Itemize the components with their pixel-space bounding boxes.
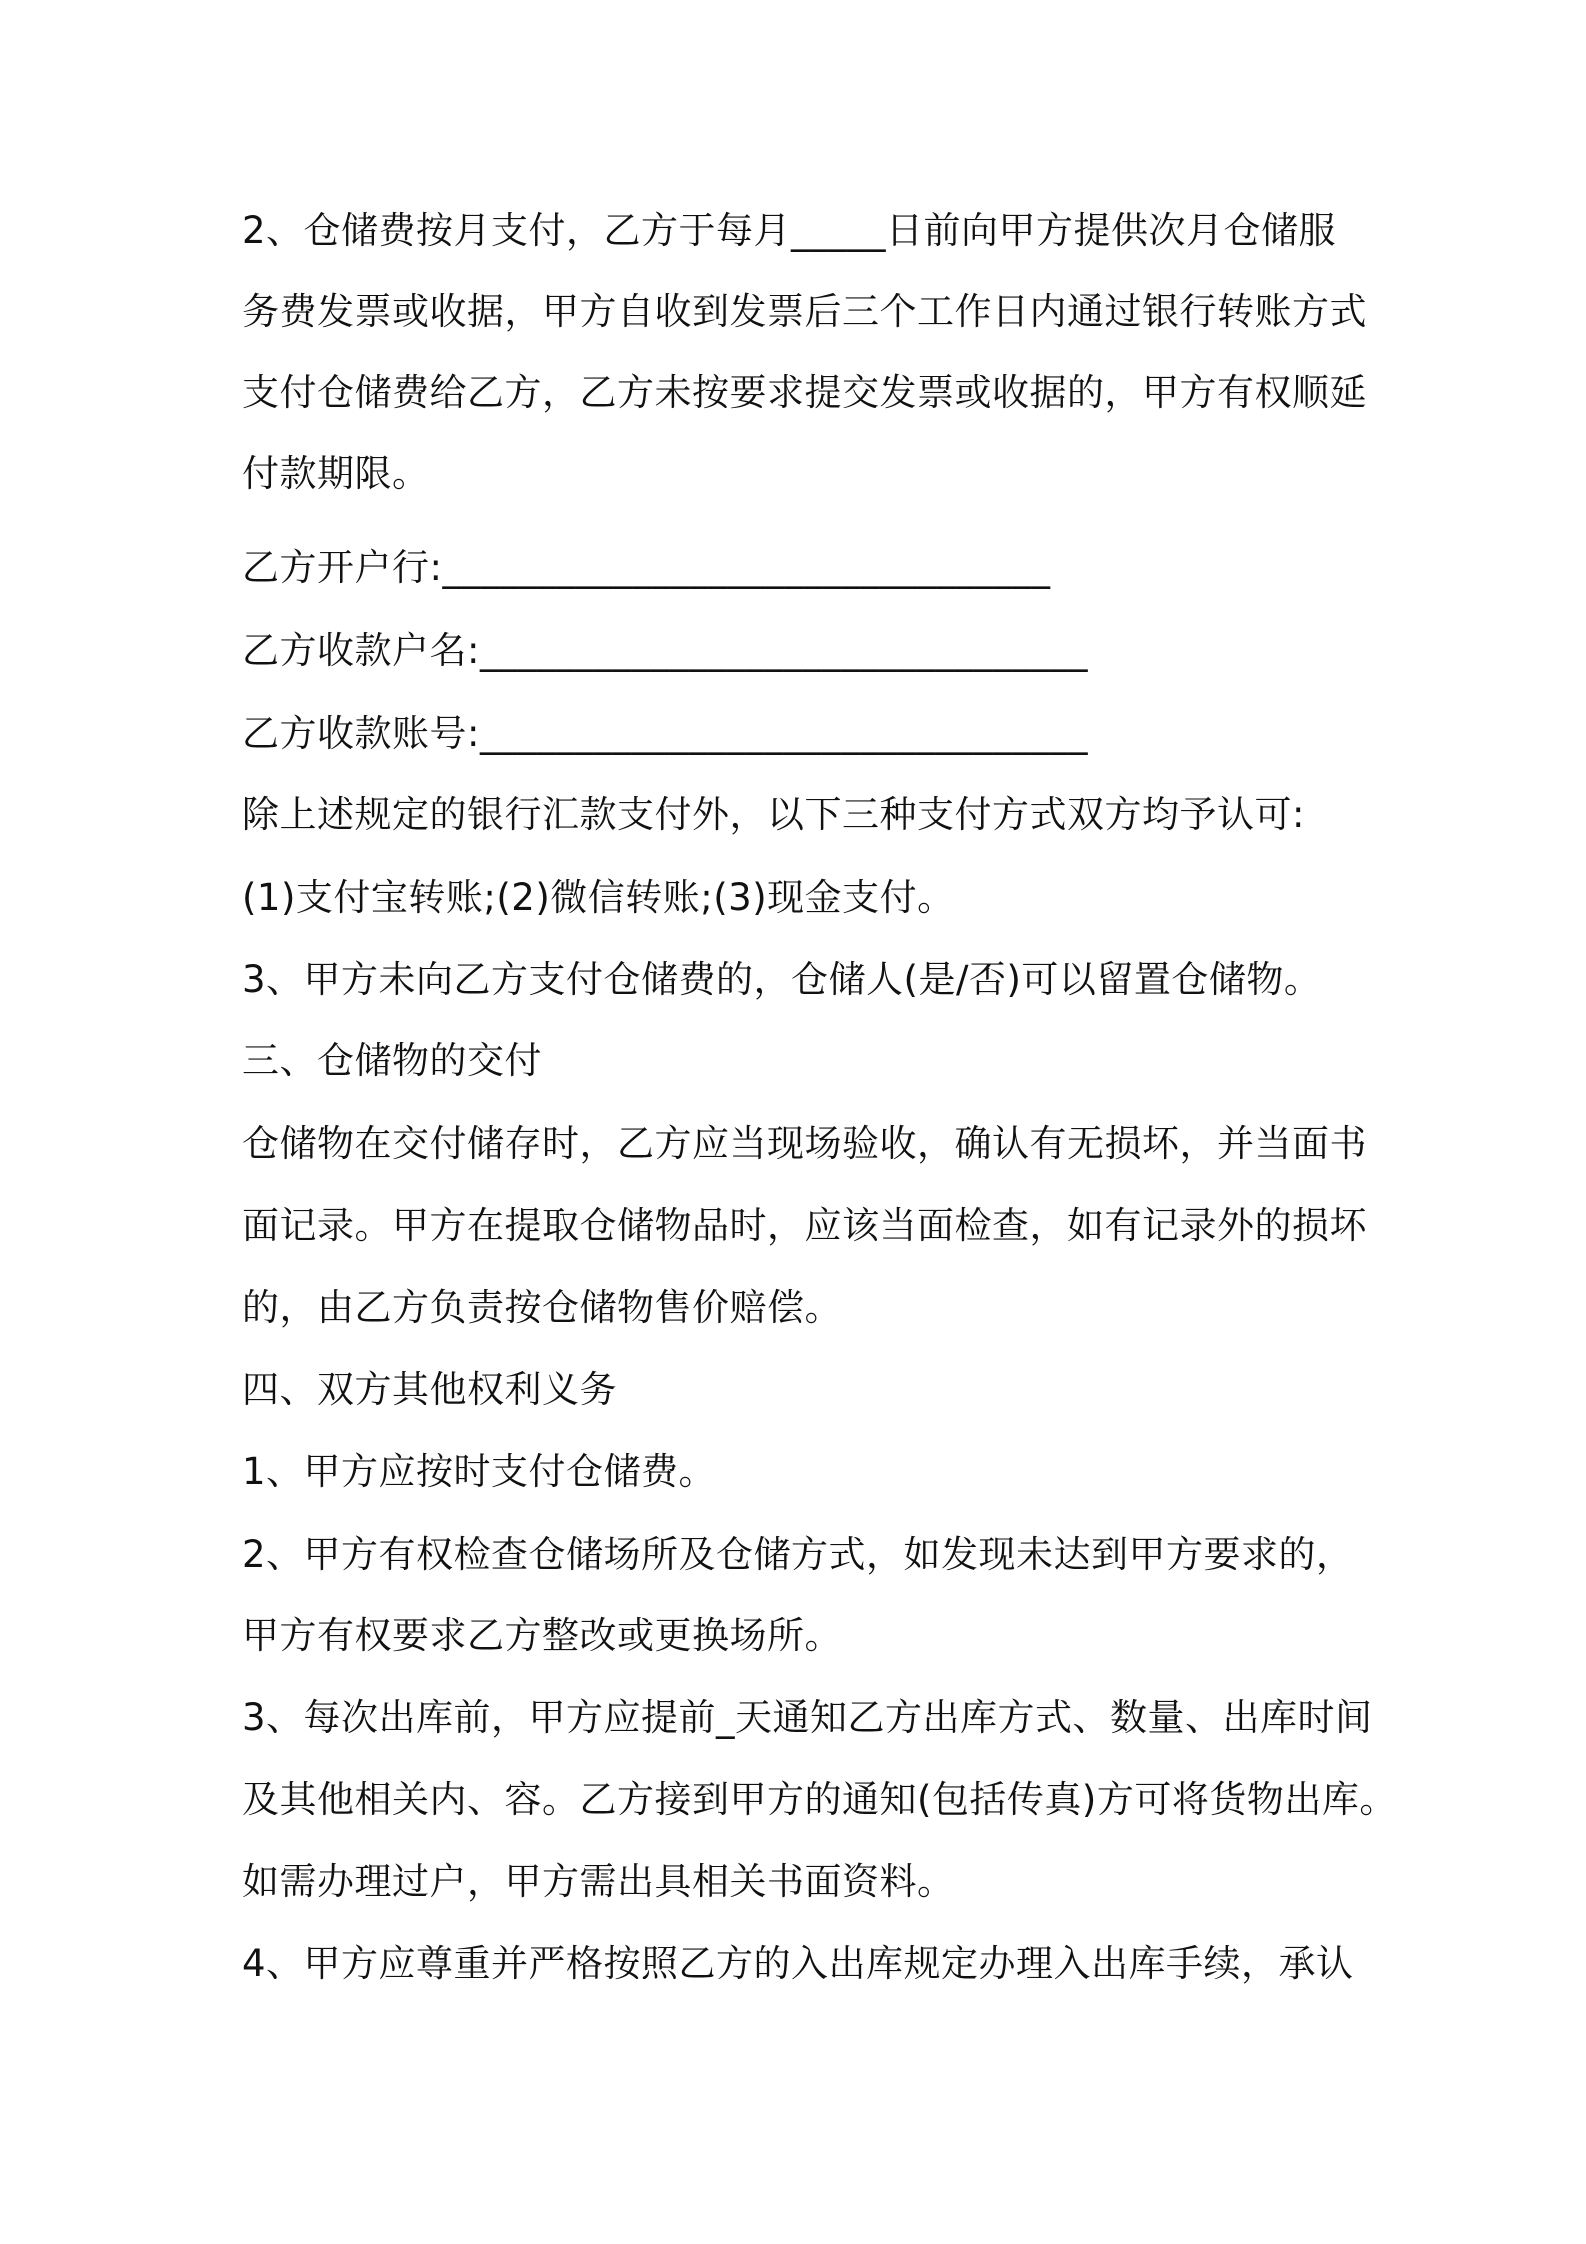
section-heading: 四、双方其他权利义务 <box>242 1368 617 1411</box>
paragraph-line: 甲方有权要求乙方整改或更换场所。 <box>242 1614 842 1657</box>
paragraph-line: 务费发票或收据，甲方自收到发票后三个工作日内通过银行转账方式 <box>242 290 1367 333</box>
paragraph-line: 1、甲方应按时支付仓储费。 <box>242 1450 717 1493</box>
paragraph-line: 面记录。甲方在提取仓储物品时，应该当面检查，如有记录外的损坏 <box>242 1204 1367 1247</box>
paragraph-line: 4、甲方应尊重并严格按照乙方的入出库规定办理入出库手续，承认 <box>242 1942 1354 1985</box>
paragraph-line: 如需办理过户，甲方需出具相关书面资料。 <box>242 1860 955 1903</box>
paragraph-line: 支付仓储费给乙方，乙方未按要求提交发票或收据的，甲方有权顺延 <box>242 371 1367 414</box>
paragraph-line: 2、仓储费按月支付，乙方于每月_____日前向甲方提供次月仓储服 <box>242 209 1337 252</box>
paragraph-line: 除上述规定的银行汇款支付外，以下三种支付方式双方均予认可: <box>242 793 1305 836</box>
paragraph-line: 3、甲方未向乙方支付仓储费的，仓储人(是/否)可以留置仓储物。 <box>242 958 1322 1001</box>
paragraph-line: 2、甲方有权检查仓储场所及仓储方式，如发现未达到甲方要求的， <box>242 1533 1354 1576</box>
section-heading: 三、仓储物的交付 <box>242 1039 542 1082</box>
bank-name-field-line: 乙方开户行:________________________________ <box>242 546 1051 589</box>
paragraph-line: 的，由乙方负责按仓储物售价赔偿。 <box>242 1286 842 1329</box>
paragraph-line: 及其他相关内、容。乙方接到甲方的通知(包括传真)方可将货物出库。 <box>242 1778 1397 1821</box>
account-name-field-line: 乙方收款户名:________________________________ <box>242 629 1088 672</box>
paragraph-line: 3、每次出库前，甲方应提前_天通知乙方出库方式、数量、出库时间 <box>242 1696 1373 1739</box>
account-number-field-line: 乙方收款账号:________________________________ <box>242 712 1088 755</box>
paragraph-line: (1)支付宝转账;(2)微信转账;(3)现金支付。 <box>242 876 955 919</box>
paragraph-line: 付款期限。 <box>242 452 430 495</box>
paragraph-line: 仓储物在交付储存时，乙方应当现场验收，确认有无损坏，并当面书 <box>242 1122 1367 1165</box>
